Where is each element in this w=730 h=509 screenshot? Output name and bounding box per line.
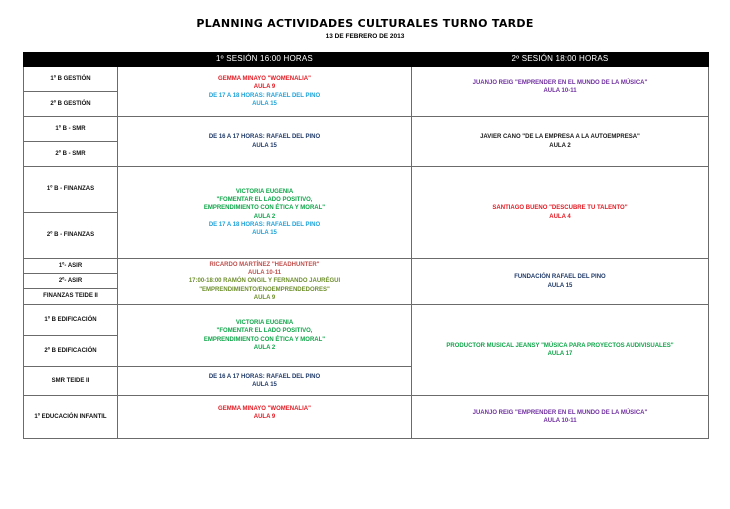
room-text: AULA 15: [252, 382, 277, 388]
group-cell: 2º B - FINANZAS: [24, 213, 118, 259]
session1-cell-edificacion: [118, 305, 412, 367]
session2-cell-edificacion-smr-teide: [412, 305, 709, 396]
activity-text: JUANJO REIG "EMPRENDER EN EL MUNDO DE LA MÚSICA": [472, 409, 648, 416]
room-text: AULA 15: [252, 142, 277, 149]
table-header-row: [24, 53, 709, 67]
room-text: AULA 4: [549, 213, 571, 220]
room-text: AULA 2: [253, 344, 276, 351]
group-cell: SMR TEIDE II: [24, 367, 118, 396]
activity-text: JUANJO REIG "EMPRENDER EN EL MUNDO DE LA MÚSICA": [472, 80, 648, 87]
activity-text: "FOMENTAR EL LADO POSITIVO,: [216, 328, 313, 335]
room-text: AULA 9: [253, 84, 276, 91]
activity-text: PRODUCTOR MUSICAL JEANSY "MÚSICA PARA PROYECTOS AUDIVISUALES": [446, 342, 674, 349]
group-cell: 2º B GESTIÓN: [24, 92, 118, 117]
session1-cell-smr-teide: [118, 367, 412, 396]
group-cell: FINANZAS TEIDE II: [24, 289, 118, 305]
session1-cell-smr: [118, 117, 412, 167]
group-cell: 2º B - SMR: [24, 142, 118, 167]
activity-text: JAVIER CANO "DE LA EMPRESA A LA AUTOEMPRESA": [480, 134, 640, 141]
room-text: AULA 15: [252, 100, 277, 107]
room-text: AULA 17: [547, 351, 573, 357]
session2-cell-gestion: [412, 67, 709, 117]
table-row: [24, 259, 709, 274]
table-row: [24, 305, 709, 336]
activity-text: FUNDACIÓN RAFAEL DEL PINO: [514, 274, 606, 281]
activity-text: DE 17 A 18 HORAS: RAFAEL DEL PINO: [208, 221, 321, 228]
session2-cell-asir: [412, 259, 709, 305]
activity-text: EMPRENDIMIENTO CON ÉTICA Y MORAL": [203, 205, 326, 212]
table-row: [24, 167, 709, 213]
room-text: AULA 10-11: [543, 418, 577, 424]
table-row: [24, 396, 709, 439]
room-text: AULA 10-11: [543, 88, 577, 95]
activity-text: DE 17 A 18 HORAS: RAFAEL DEL PINO: [208, 92, 321, 99]
activity-text: SANTIAGO BUENO "DESCUBRE TU TALENTO": [492, 205, 628, 212]
activity-text: DE 16 A 17 HORAS: RAFAEL DEL PINO: [208, 373, 321, 380]
table-row: [24, 117, 709, 142]
table-row: [24, 67, 709, 92]
column-header-session-1: 1º SESIÓN 16:00 HORAS: [118, 53, 412, 67]
activity-text: "FOMENTAR EL LADO POSITIVO,: [216, 197, 313, 204]
group-cell: 2º- ASIR: [24, 274, 118, 289]
session2-cell-smr: [412, 117, 709, 167]
group-cell: 1º B EDIFICACIÓN: [24, 305, 118, 336]
room-text: AULA 9: [253, 413, 276, 420]
planning-table: [23, 52, 709, 439]
activity-text: "EMPRENDIMIENTO/ENOEMPRENDEDORES": [199, 286, 330, 293]
group-cell: 1º B - SMR: [24, 117, 118, 142]
group-cell: 1º B GESTIÓN: [24, 67, 118, 92]
room-text: AULA 15: [252, 229, 277, 236]
session1-cell-gestion: [118, 67, 412, 117]
activity-text: RICARDO MARTÍNEZ "HEADHUNTER": [209, 261, 320, 268]
session1-cell-asir: [118, 259, 412, 305]
speaker-text: VICTORIA EUGENIA: [235, 320, 294, 327]
activity-text: EMPRENDIMIENTO CON ÉTICA Y MORAL": [203, 336, 326, 343]
session1-cell-infantil: [118, 396, 412, 439]
activity-text: 17:00-18:00 RAMÓN ONGIL Y FERNANDO JAURÉGUI: [188, 278, 341, 285]
document-date: 13 DE FEBRERO DE 2013: [325, 33, 405, 40]
column-header-group: [24, 53, 118, 67]
room-text: AULA 15: [547, 282, 573, 289]
column-header-session-2: 2º SESIÓN 18:00 HORAS: [412, 53, 709, 67]
room-text: AULA 9: [253, 294, 276, 301]
document-title: PLANNING ACTIVIDADES CULTURALES TURNO TARDE: [196, 17, 534, 30]
speaker-text: VICTORIA EUGENIA: [235, 188, 294, 195]
group-cell: 2º B EDIFICACIÓN: [24, 336, 118, 367]
room-text: AULA 2: [549, 142, 571, 149]
activity-text: DE 16 A 17 HORAS: RAFAEL DEL PINO: [208, 134, 321, 141]
group-cell: 1º EDUCACIÓN INFANTIL: [24, 396, 118, 439]
room-text: AULA 10-11: [247, 270, 282, 277]
activity-text: GEMMA MINAYO "WOMENALIA": [218, 76, 311, 83]
activity-text: GEMMA MINAYO "WOMENALIA": [218, 405, 311, 412]
session2-cell-finanzas: [412, 167, 709, 259]
room-text: AULA 2: [253, 213, 276, 220]
session1-cell-finanzas: [118, 167, 412, 259]
group-cell: 1º B - FINANZAS: [24, 167, 118, 213]
session2-cell-infantil: [412, 396, 709, 439]
group-cell: 1º- ASIR: [24, 259, 118, 274]
